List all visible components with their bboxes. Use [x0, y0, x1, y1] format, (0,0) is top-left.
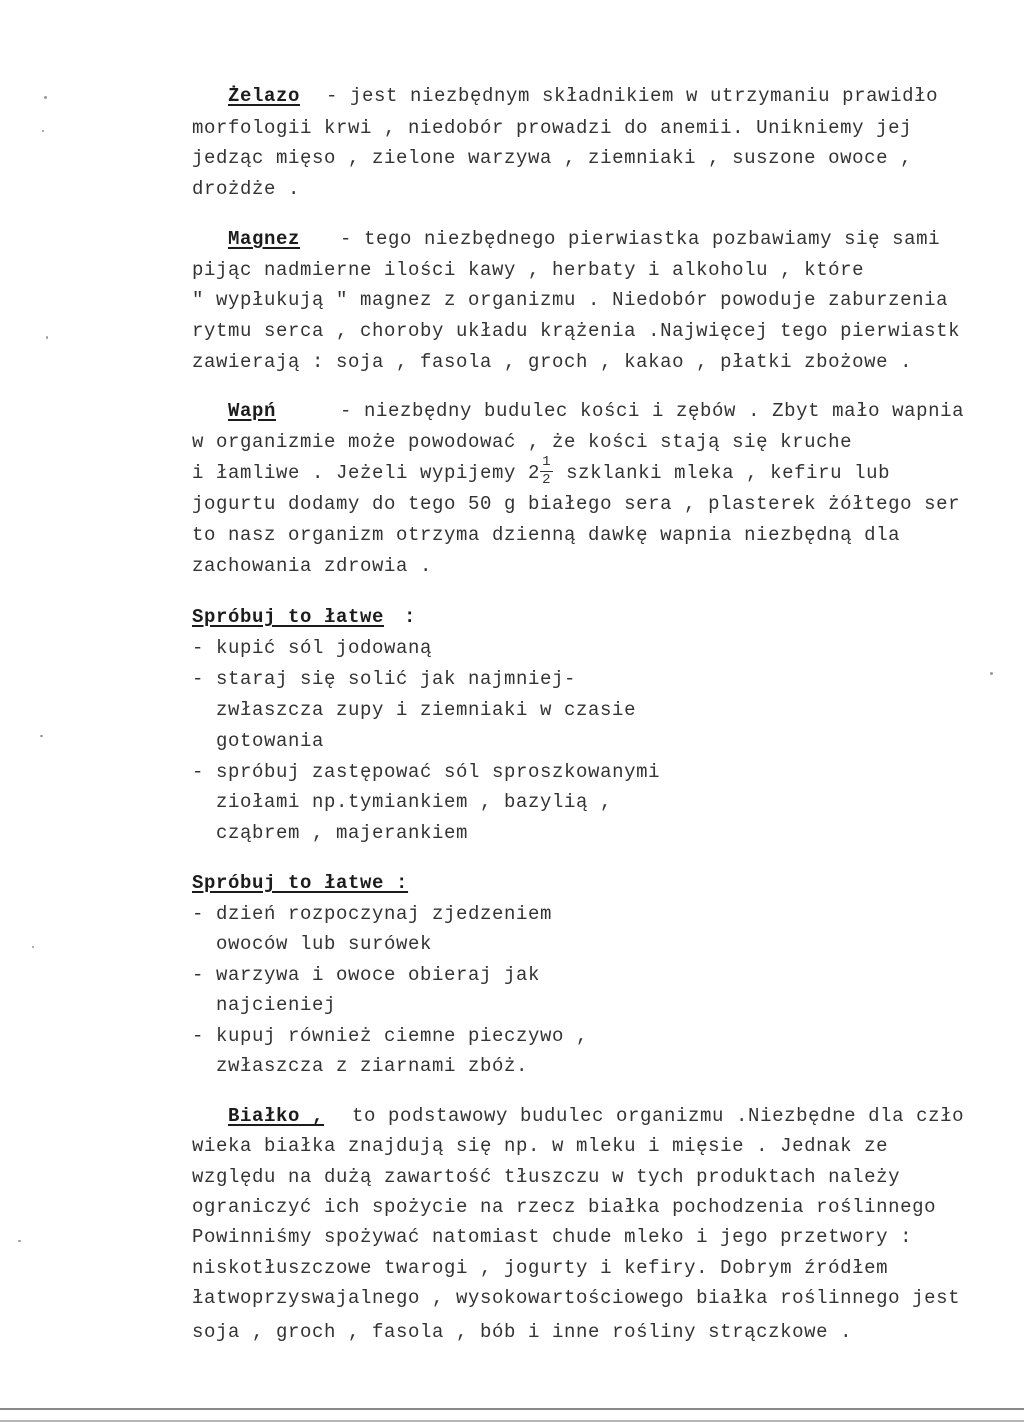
magnez-line-2: pijąc nadmierne ilości kawy , herbaty i alkoholu , które — [192, 259, 865, 281]
bialko-line-3: względu na dużą zawartość tłuszczu w tych produktach należy — [192, 1166, 901, 1188]
scan-edge-line — [0, 1420, 1024, 1422]
tip1-item-2-cont-2: gotowania — [216, 730, 325, 752]
zelazo-heading-line — [192, 84, 314, 108]
tip1-item-2: - staraj się solić jak najmniej- — [192, 668, 577, 690]
zelazo-line-2: morfologii krwi , niedobór prowadzi do anemii. Unikniemy jej — [192, 117, 913, 139]
wapn-line-2: w organizmie może powodować , że kości stają się kruche — [192, 431, 853, 453]
wapn-heading-line — [192, 399, 318, 423]
wapn-line-3-start: i łamliwe . Jeżeli wypijemy 2 — [192, 462, 541, 484]
zelazo-line-1: - jest niezbędnym składnikiem w utrzymaniu prawidło — [326, 85, 939, 107]
wapn-line-4: jogurtu dodamy do tego 50 g białego sera , plasterek żółtego ser — [192, 493, 961, 515]
tip2-heading: Spróbuj to łatwe : — [192, 872, 409, 894]
wapn-line-3-end: szklanki mleka , kefiru lub — [554, 462, 891, 484]
zelazo-line-4: drożdże . — [192, 178, 301, 200]
bialko-line-2: wieka białka znajdują się np. w mleku i mięsie . Jednak ze — [192, 1135, 889, 1157]
fraction-numerator: 1 — [542, 454, 552, 470]
tip1-item-1: - kupić sól jodowaną — [192, 637, 433, 659]
fraction-denominator: 2 — [542, 472, 552, 488]
tip1-item-3: - spróbuj zastępować sól sproszkowanymi — [192, 761, 661, 783]
wapn-heading: Wapń — [228, 400, 277, 422]
magnez-heading-line — [192, 227, 330, 251]
scan-speck — [44, 96, 47, 99]
tip2-item-2-cont: najcieniej — [216, 994, 337, 1016]
zelazo-line-3: jedząc mięso , zielone warzywa , ziemniaki , suszone owoce , — [192, 147, 913, 169]
wapn-line-1: - niezbędny budulec kości i zębów . Zbyt mało wapnia — [340, 400, 965, 422]
tip2-heading-line — [192, 871, 408, 895]
scan-edge-line — [0, 1408, 1024, 1410]
scan-speck — [32, 946, 34, 948]
bialko-line-4: ograniczyć ich spożycie na rzecz białka pochodzenia roślinnego — [192, 1196, 937, 1218]
tip1-item-3-cont-2: cząbrem , majerankiem — [216, 822, 469, 844]
bialko-line-5: Powinniśmy spożywać natomiast chude mleko i jego przetwory : — [192, 1226, 913, 1248]
magnez-line-5: zawierają : soja , fasola , groch , kakao , płatki zbożowe . — [192, 351, 913, 373]
tip2-item-3: - kupuj również ciemne pieczywo , — [192, 1025, 589, 1047]
bialko-line-1: to podstawowy budulec organizmu .Niezbędne dla czło — [352, 1105, 965, 1127]
tip2-item-3-cont: zwłaszcza z ziarnami zbóż. — [216, 1055, 529, 1077]
magnez-line-3: " wypłukują " magnez z organizmu . Niedobór powoduje zaburzenia — [192, 289, 949, 311]
wapn-line-5: to nasz organizm otrzyma dzienną dawkę wapnia niezbędną dla — [192, 524, 901, 546]
scan-speck — [18, 1240, 21, 1242]
scan-speck — [42, 130, 44, 132]
tip1-colon: : — [392, 606, 417, 628]
scan-speck — [46, 336, 48, 339]
tip1-item-2-cont-1: zwłaszcza zupy i ziemniaki w czasie — [216, 699, 637, 721]
wapn-line-3 — [192, 454, 891, 488]
tip1-heading-line — [192, 605, 416, 629]
bialko-line-7: łatwoprzyswajalnego , wysokowartościowego białka roślinnego jest — [192, 1287, 961, 1309]
tip1-heading: Spróbuj to łatwe — [192, 606, 385, 628]
fraction-one-half — [540, 454, 554, 488]
scan-speck — [990, 672, 993, 675]
scan-speck — [40, 735, 43, 737]
tip2-item-2: - warzywa i owoce obieraj jak — [192, 964, 541, 986]
bialko-line-8: soja , groch , fasola , bób i inne rośliny strączkowe . — [192, 1321, 853, 1343]
bialko-heading-line — [192, 1104, 324, 1128]
magnez-line-4: rytmu serca , choroby układu krążenia .Najwięcej tego pierwiastk — [192, 320, 961, 342]
tip2-item-1: - dzień rozpoczynaj zjedzeniem — [192, 903, 553, 925]
bialko-line-6: niskotłuszczowe twarogi , jogurty i kefiry. Dobrym źródłem — [192, 1257, 889, 1279]
magnez-heading: Magnez — [228, 228, 301, 250]
zelazo-heading: Żelazo — [228, 85, 301, 107]
tip2-item-1-cont: owoców lub surówek — [216, 933, 433, 955]
magnez-line-1: - tego niezbędnego pierwiastka pozbawiamy się sami — [340, 228, 941, 250]
wapn-line-6: zachowania zdrowia . — [192, 555, 433, 577]
bialko-heading: Białko , — [228, 1105, 325, 1127]
tip1-item-3-cont-1: ziołami np.tymiankiem , bazylią , — [216, 791, 613, 813]
